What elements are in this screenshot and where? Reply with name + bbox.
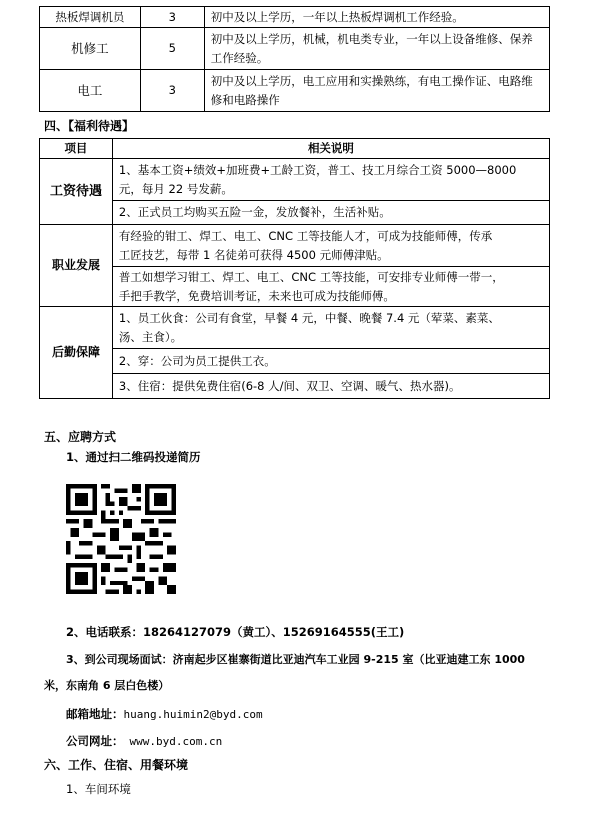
table-row [40, 159, 550, 201]
section-title-benefits: 四、【福利待遇】 [44, 119, 135, 133]
qr-code-image[interactable] [66, 484, 176, 594]
table-row [40, 307, 550, 349]
environment-item-1: 1、车间环境 [66, 782, 131, 796]
section-title-environment: 六、工作、住宿、用餐环境 [44, 758, 189, 772]
career-desc-2: 普工如想学习钳工、焊工、电工、CNC 工等技能，可安排专业师傅一带一， 手把手教学，免费培训考证，未来也可成为技能师傅。 [112, 267, 549, 307]
count-cell: 5 [140, 28, 204, 70]
table-row [40, 201, 550, 225]
table-row [40, 374, 550, 399]
website-value[interactable]: www.byd.com.cn [129, 735, 223, 748]
logistics-desc-2: 2、穿：公司为员工提供工衣。 [112, 349, 549, 374]
email-row [66, 703, 263, 722]
website-row [66, 730, 222, 749]
position-cell: 机修工 [40, 28, 141, 70]
wage-label: 工资待遇 [40, 159, 113, 225]
header-item: 项目 [40, 139, 113, 159]
position-cell: 电工 [40, 70, 141, 112]
count-cell: 3 [140, 7, 204, 28]
logistics-label: 后勤保障 [40, 307, 113, 399]
wage-desc-2: 2、正式员工均购买五险一金，发放餐补，生活补贴。 [112, 201, 549, 225]
section-title-apply: 五、应聘方式 [44, 430, 117, 444]
table-row [40, 267, 550, 307]
count-cell: 3 [140, 70, 204, 112]
table-header-row [40, 139, 550, 159]
benefits-table [39, 138, 550, 399]
table-row [40, 7, 550, 28]
logistics-desc-3: 3、住宿：提供免费住宿(6-8 人/间、双卫、空调、暖气、热水器)。 [112, 374, 549, 399]
email-value[interactable]: huang.huimin2@byd.com [123, 708, 263, 721]
career-desc-1: 有经验的钳工、焊工、电工、CNC 工等技能人才，可成为技能师傅，传承 工匠技艺，每带 1 名徒弟可获得 4500 元师傅津贴。 [112, 225, 549, 267]
apply-method-onsite: 3、到公司现场面试：济南起步区崔寨街道比亚迪汽车工业园 9-215 室（比亚迪建工东 1000 [66, 653, 525, 666]
table-row [40, 349, 550, 374]
table-row [40, 70, 550, 112]
job-table [39, 6, 550, 112]
email-label: 邮箱地址： [66, 707, 124, 721]
website-label: 公司网址： [66, 734, 124, 748]
table-row [40, 225, 550, 267]
career-label: 职业发展 [40, 225, 113, 307]
requirement-cell: 初中及以上学历，机械，机电类专业，一年以上设备维修、保养 工作经验。 [204, 28, 549, 70]
requirement-cell: 初中及以上学历，一年以上热板焊调机工作经验。 [204, 7, 549, 28]
table-row [40, 28, 550, 70]
header-desc: 相关说明 [112, 139, 549, 159]
wage-desc-1: 1、基本工资+绩效+加班费+工龄工资，普工、技工月综合工资 5000—8000 元，每月 22 号发薪。 [112, 159, 549, 201]
logistics-desc-1: 1、员工伙食：公司有食堂，早餐 4 元，中餐、晚餐 7.4 元（荤菜、素菜、 汤、主食）。 [112, 307, 549, 349]
position-cell: 热板焊调机员 [40, 7, 141, 28]
apply-method-qr: 1、通过扫二维码投递简历 [66, 450, 201, 464]
apply-method-phone: 2、电话联系：18264127079（黄工）、15269164555(王工) [66, 625, 405, 639]
requirement-cell: 初中及以上学历，电工应用和实操熟练，有电工操作证、电路维 修和电路操作 [204, 70, 549, 112]
apply-method-onsite-cont: 米，东南角 6 层白色楼） [44, 679, 170, 692]
